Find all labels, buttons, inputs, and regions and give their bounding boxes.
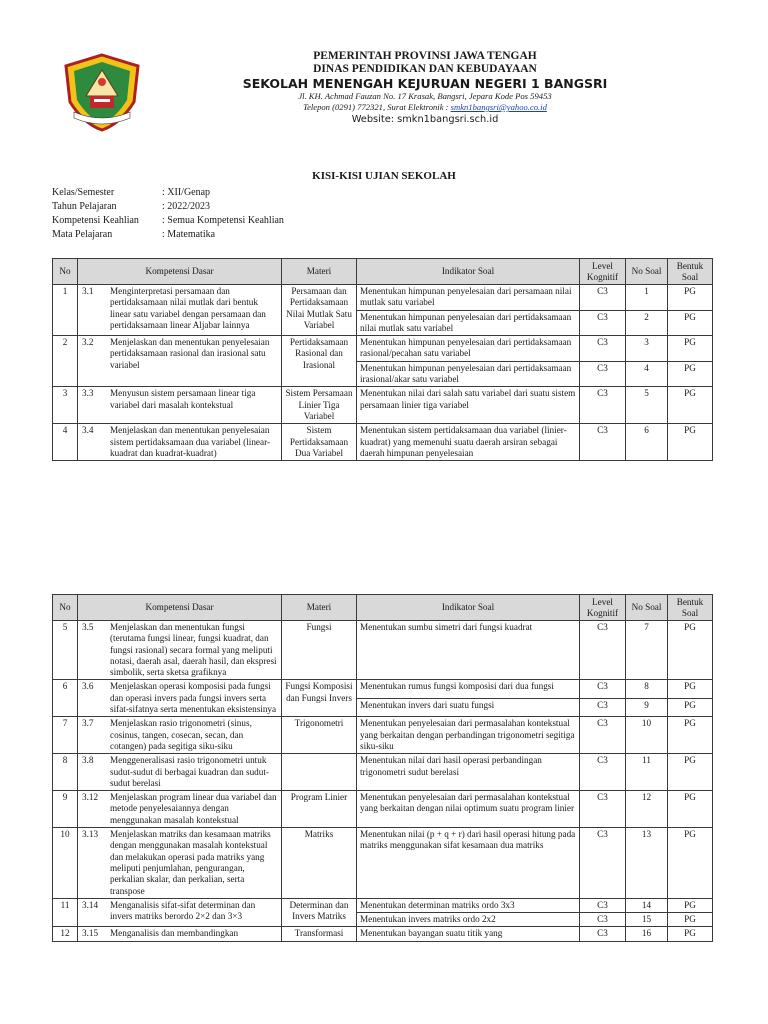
row-level: C3 xyxy=(580,898,626,912)
row-no-soal: 9 xyxy=(626,698,668,716)
row-indikator: Menentukan penyelesaian dari permasalahan kontekstual yang berkaitan dengan perbandingan trigonometri segitiga siku-siku xyxy=(357,717,580,754)
col-level: Level Kognitif xyxy=(580,595,626,621)
kd-text: Menginterpretasi persamaan dan pertidaksamaan nilai mutlak dari bentuk linear satu variabel dengan persamaan dan pertidaksamaan linear Aljabar lainnya xyxy=(110,286,266,330)
school-contact xyxy=(150,102,700,113)
row-no-soal: 6 xyxy=(626,424,668,461)
row-no: 8 xyxy=(53,754,78,791)
row-bentuk: PG xyxy=(668,898,713,912)
row-bentuk: PG xyxy=(668,621,713,680)
kd-text: Menjelaskan dan menentukan fungsi (terutama fungsi linear, fungsi kuadrat, dan fungsi rasional) secara formal yang meliputi notasi, daerah asal, daerah hasil, dan ekspresi simbolik, serta sketsa grafiknya xyxy=(110,622,277,678)
row-indikator: Menentukan himpunan penyelesaian dari persamaan nilai mutlak satu variabel xyxy=(357,285,580,311)
row-bentuk: PG xyxy=(668,387,713,424)
row-no: 5 xyxy=(53,621,78,680)
row-bentuk: PG xyxy=(668,927,713,941)
kd-text: Menjelaskan matriks dan kesamaan matriks dengan menggunakan masalah kontekstual dan melakukan operasi pada matriks yang meliputi penjumlahan, pengurangan, perkalian skalar, dan perkalian, serta transpose xyxy=(110,829,271,896)
meta-row xyxy=(52,186,284,200)
col-level: Level Kognitif xyxy=(580,259,626,285)
row-kompetensi-dasar xyxy=(78,927,282,941)
row-level: C3 xyxy=(580,717,626,754)
row-bentuk: PG xyxy=(668,913,713,927)
row-no: 7 xyxy=(53,717,78,754)
row-level: C3 xyxy=(580,387,626,424)
row-bentuk: PG xyxy=(668,791,713,828)
row-materi: Persamaan dan Pertidaksamaan Nilai Mutlak Satu Variabel xyxy=(282,285,357,336)
col-materi: Materi xyxy=(282,595,357,621)
grid-table-2 xyxy=(52,594,713,942)
table-header-row xyxy=(53,259,713,285)
row-level: C3 xyxy=(580,285,626,311)
meta-value: : Semua Kompetensi Keahlian xyxy=(162,215,284,226)
kd-wrap xyxy=(82,425,278,459)
kd-text: Menjelaskan program linear dua variabel dan metode penyelesaiannya dengan menggunakan masalah kontekstual xyxy=(110,792,277,825)
row-materi: Fungsi Komposisi dan Fungsi Invers xyxy=(282,680,357,717)
meta-key: Kelas/Semester xyxy=(52,187,115,198)
table-row xyxy=(53,754,713,791)
row-indikator: Menentukan himpunan penyelesaian dari pertidaksamaan irasional/akar satu variabel xyxy=(357,361,580,387)
row-indikator: Menentukan rumus fungsi komposisi dari dua fungsi xyxy=(357,680,580,698)
row-bentuk: PG xyxy=(668,680,713,698)
row-no-soal: 4 xyxy=(626,361,668,387)
kd-wrap xyxy=(82,829,278,897)
kd-code: 3.15 xyxy=(82,928,99,939)
col-materi: Materi xyxy=(282,259,357,285)
department-name: DINAS PENDIDIKAN DAN KEBUDAYAAN xyxy=(313,63,537,75)
row-no-soal: 11 xyxy=(626,754,668,791)
meta-value: : Matematika xyxy=(162,229,216,240)
row-kompetensi-dasar xyxy=(78,898,282,927)
meta-key: Mata Pelajaran xyxy=(52,229,113,240)
row-bentuk: PG xyxy=(668,698,713,716)
email-link[interactable]: smkn1bangsri@yahoo.co.id xyxy=(450,102,547,112)
table-row xyxy=(53,387,713,424)
table-row xyxy=(53,621,713,680)
row-indikator: Menentukan himpunan penyelesaian dari pertidaksamaan nilai mutlak satu variabel xyxy=(357,310,580,336)
row-no: 2 xyxy=(53,336,78,387)
kd-wrap xyxy=(82,286,278,331)
row-bentuk: PG xyxy=(668,424,713,461)
letterhead xyxy=(150,50,700,126)
row-kompetensi-dasar xyxy=(78,285,282,336)
row-bentuk: PG xyxy=(668,361,713,387)
row-bentuk: PG xyxy=(668,828,713,899)
row-level: C3 xyxy=(580,361,626,387)
row-no: 4 xyxy=(53,424,78,461)
kd-text: Menjelaskan dan menentukan penyelesaian pertidaksamaan rasional dan irasional satu variabel xyxy=(110,337,270,370)
kd-code: 3.7 xyxy=(82,718,94,729)
kd-wrap xyxy=(82,718,278,752)
row-no: 12 xyxy=(53,927,78,941)
table-row xyxy=(53,717,713,754)
table-header-row xyxy=(53,595,713,621)
kd-code: 3.5 xyxy=(82,622,94,632)
kd-code: 3.1 xyxy=(82,286,94,296)
row-materi: Determinan dan Invers Matriks xyxy=(282,898,357,927)
row-bentuk: PG xyxy=(668,336,713,362)
row-materi: Matriks xyxy=(282,828,357,899)
document-meta xyxy=(52,186,284,242)
col-no-soal: No Soal xyxy=(626,259,668,285)
table-row xyxy=(53,927,713,941)
row-materi: Pertidaksamaan Rasional dan Irasional xyxy=(282,336,357,387)
row-indikator: Menentukan invers dari suatu fungsi xyxy=(357,698,580,716)
kd-code: 3.14 xyxy=(82,899,99,910)
grid-table-1 xyxy=(52,258,713,461)
row-bentuk: PG xyxy=(668,310,713,336)
row-indikator: Menentukan nilai dari salah satu variabel dari suatu sistem persamaan linier tiga variabel xyxy=(357,387,580,424)
row-no: 9 xyxy=(53,791,78,828)
kd-text: Menganalisis dan membandingkan xyxy=(110,928,239,939)
row-no-soal: 15 xyxy=(626,913,668,927)
table-row xyxy=(53,336,713,362)
kd-text: Menganalisis sifat-sifat determinan dan invers matriks berordo 2×2 dan 3×3 xyxy=(110,899,256,922)
school-name: SEKOLAH MENENGAH KEJURUAN NEGERI 1 BANGSRI xyxy=(242,76,608,91)
kd-wrap xyxy=(82,755,278,789)
row-no-soal: 16 xyxy=(626,927,668,941)
kd-wrap xyxy=(82,792,278,826)
row-level: C3 xyxy=(580,698,626,716)
row-level: C3 xyxy=(580,336,626,362)
contact-text: Telepon (0291) 772321, Surat Elektronik : xyxy=(303,102,451,112)
row-no: 1 xyxy=(53,285,78,336)
row-bentuk: PG xyxy=(668,285,713,311)
row-level: C3 xyxy=(580,791,626,828)
row-no: 6 xyxy=(53,680,78,717)
kd-code: 3.2 xyxy=(82,337,94,348)
col-bentuk: Bentuk Soal xyxy=(668,259,713,285)
meta-row xyxy=(52,200,284,214)
col-kompetensi-dasar: Kompetensi Dasar xyxy=(78,595,282,621)
school-address: Jl. KH. Achmad Fauzan No. 17 Krasak, Bangsri, Jepara Kode Pos 59453 xyxy=(298,91,552,101)
table-row xyxy=(53,424,713,461)
row-no-soal: 5 xyxy=(626,387,668,424)
row-no-soal: 14 xyxy=(626,898,668,912)
row-no-soal: 10 xyxy=(626,717,668,754)
row-level: C3 xyxy=(580,424,626,461)
province-emblem-icon xyxy=(60,52,144,132)
col-kompetensi-dasar: Kompetensi Dasar xyxy=(78,259,282,285)
kd-code: 3.12 xyxy=(82,792,99,803)
row-level: C3 xyxy=(580,913,626,927)
row-indikator: Menentukan sistem pertidaksamaan dua variabel (linier-kuadrat) yang memenuhi suatu daerah arsiran sebagai daerah himpunan penyelesaian xyxy=(357,424,580,461)
table-row xyxy=(53,898,713,912)
row-kompetensi-dasar xyxy=(78,336,282,387)
row-indikator: Menentukan nilai (p + q + r) dari hasil operasi hitung pada matriks menggunakan sifat kesamaan dua matriks xyxy=(357,828,580,899)
meta-key: Tahun Pelajaran xyxy=(52,201,117,212)
row-kompetensi-dasar xyxy=(78,717,282,754)
row-no-soal: 12 xyxy=(626,791,668,828)
meta-key: Kompetensi Keahlian xyxy=(52,215,139,226)
row-no-soal: 13 xyxy=(626,828,668,899)
row-indikator: Menentukan penyelesaian dari permasalahan kontekstual yang berkaitan dengan nilai optimum suatu program linier xyxy=(357,791,580,828)
row-materi: Program Linier xyxy=(282,791,357,828)
row-level: C3 xyxy=(580,310,626,336)
row-materi: Fungsi xyxy=(282,621,357,680)
col-indikator: Indikator Soal xyxy=(357,595,580,621)
table-row xyxy=(53,791,713,828)
table-row xyxy=(53,680,713,698)
row-no-soal: 3 xyxy=(626,336,668,362)
row-kompetensi-dasar xyxy=(78,387,282,424)
meta-value: : 2022/2023 xyxy=(162,201,211,212)
row-indikator: Menentukan nilai dari hasil operasi perbandingan trigonometri sudut berelasi xyxy=(357,754,580,791)
meta-row xyxy=(52,214,284,228)
col-no-soal: No Soal xyxy=(626,595,668,621)
row-no-soal: 2 xyxy=(626,310,668,336)
kd-wrap xyxy=(82,337,278,371)
kd-text: Menyusun sistem persamaan linear tiga variabel dari masalah kontekstual xyxy=(110,388,256,410)
document-title: KISI-KISI UJIAN SEKOLAH xyxy=(312,170,456,182)
row-materi: Sistem Persamaan Linier Tiga Variabel xyxy=(282,387,357,424)
row-kompetensi-dasar xyxy=(78,754,282,791)
row-indikator: Menentukan invers matriks ordo 2x2 xyxy=(357,913,580,927)
kd-code: 3.8 xyxy=(82,755,94,766)
kd-text: Menjelaskan rasio trigonometri (sinus, cosinus, tangen, cosecan, secan, dan cotangen) pada segitiga siku-siku xyxy=(110,718,252,751)
row-kompetensi-dasar xyxy=(78,828,282,899)
row-indikator: Menentukan determinan matriks ordo 3x3 xyxy=(357,898,580,912)
table-row xyxy=(53,285,713,311)
kd-text: Menjelaskan dan menentukan penyelesaian sistem pertidaksamaan dua variabel (linear-kuadrat dan kuadrat-kuadrat) xyxy=(110,425,271,458)
row-materi: Sistem Pertidaksamaan Dua Variabel xyxy=(282,424,357,461)
kd-code: 3.4 xyxy=(82,425,94,436)
kd-code: 3.3 xyxy=(82,388,94,399)
kd-text: Menjelaskan operasi komposisi pada fungsi dan operasi invers pada fungsi invers serta sifat-sifatnya serta menentukan eksistensinya xyxy=(110,681,277,715)
col-indikator: Indikator Soal xyxy=(357,259,580,285)
kd-wrap xyxy=(82,388,278,411)
row-indikator: Menentukan himpunan penyelesaian dari pertidaksamaan rasional/pecahan satu variabel xyxy=(357,336,580,362)
meta-value: : XII/Genap xyxy=(162,187,211,198)
row-materi: Trigonometri xyxy=(282,717,357,754)
school-website: Website: smkn1bangsri.sch.id xyxy=(351,114,499,125)
government-name: PEMERINTAH PROVINSI JAWA TENGAH xyxy=(313,50,537,62)
kd-wrap xyxy=(82,681,278,715)
row-kompetensi-dasar xyxy=(78,621,282,680)
row-level: C3 xyxy=(580,754,626,791)
col-no: No xyxy=(53,595,78,621)
kd-code: 3.13 xyxy=(82,829,99,840)
row-no: 11 xyxy=(53,898,78,927)
kd-text: Menggeneralisasi rasio trigonometri untuk sudut-sudut di berbagai kuadran dan sudut-sudut berelasi xyxy=(110,755,269,788)
row-bentuk: PG xyxy=(668,717,713,754)
row-kompetensi-dasar xyxy=(78,424,282,461)
row-no: 3 xyxy=(53,387,78,424)
col-bentuk: Bentuk Soal xyxy=(668,595,713,621)
row-materi: Transformasi xyxy=(282,927,357,941)
row-materi xyxy=(282,754,357,791)
row-kompetensi-dasar xyxy=(78,680,282,717)
row-kompetensi-dasar xyxy=(78,791,282,828)
row-level: C3 xyxy=(580,680,626,698)
row-level: C3 xyxy=(580,621,626,680)
row-no: 10 xyxy=(53,828,78,899)
col-no: No xyxy=(53,259,78,285)
row-no-soal: 1 xyxy=(626,285,668,311)
kd-wrap xyxy=(82,900,278,923)
row-indikator: Menentukan bayangan suatu titik yang xyxy=(357,927,580,941)
meta-row xyxy=(52,228,284,242)
row-no-soal: 8 xyxy=(626,680,668,698)
row-level: C3 xyxy=(580,828,626,899)
kd-code: 3.6 xyxy=(82,681,94,692)
table-row xyxy=(53,828,713,899)
row-indikator: Menentukan sumbu simetri dari fungsi kuadrat xyxy=(357,621,580,680)
row-bentuk: PG xyxy=(668,754,713,791)
kd-wrap xyxy=(82,622,278,678)
row-no-soal: 7 xyxy=(626,621,668,680)
row-level: C3 xyxy=(580,927,626,941)
kd-wrap xyxy=(82,928,278,939)
